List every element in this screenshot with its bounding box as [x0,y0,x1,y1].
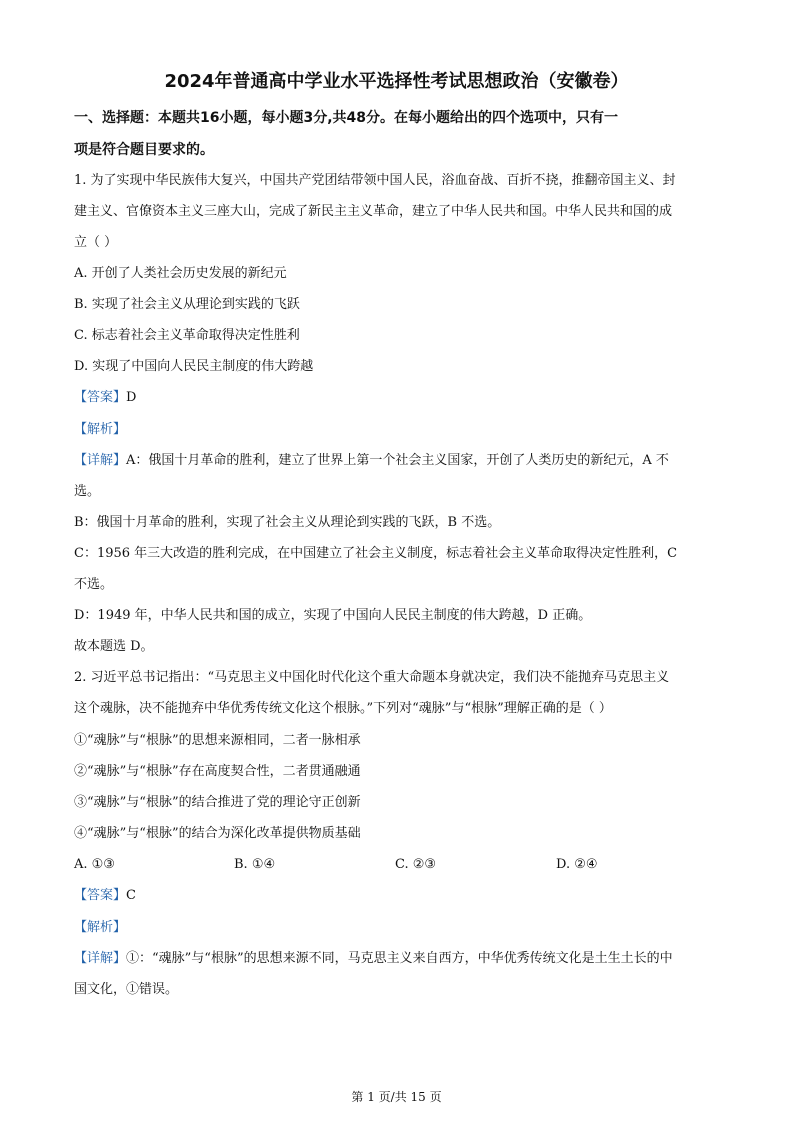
q2-statement-1: ①“魂脉”与“根脉”的思想来源相同，二者一脉相承 [74,733,361,748]
q2-answer [74,886,136,906]
q1-detail-line5: 不选。 [74,577,114,592]
section-heading-line2: 项是符合题目要求的。 [74,142,214,158]
q2-detail-line2: 国文化，①错误。 [74,982,179,997]
q1-option-a: A. 开创了人类社会历史发展的新纪元 [74,266,287,281]
detail-tag: 【详解】 [74,453,127,468]
q1-detail-line7: 故本题选 D。 [74,639,154,654]
q2-option-d: D. ②④ [556,857,598,872]
q2-statement-2: ②“魂脉”与“根脉”存在高度契合性，二者贯通融通 [74,764,361,779]
answer-value: D [126,390,137,405]
detail-text: A：俄国十月革命的胜利，建立了世界上第一个社会主义国家，开创了人类历史的新纪元，A 不 [126,453,669,468]
q1-stem-line3: 立（ ） [74,235,118,250]
q2-stem-line2: 这个魂脉，决不能抛弃中华优秀传统文化这个根脉。”下列对“魂脉”与“根脉”理解正确的是（ ） [74,701,612,716]
q1-option-b: B. 实现了社会主义从理论到实践的飞跃 [74,297,300,312]
q1-detail-line2: 选。 [74,484,101,499]
q1-option-d: D. 实现了中国向人民民主制度的伟大跨越 [74,359,314,374]
q1-detail-line4: C：1956 年三大改造的胜利完成，在中国建立了社会主义制度，标志着社会主义革命取得决定性胜利，C [74,546,678,561]
q2-option-b: B. ①④ [234,857,276,872]
q2-stem-line1: 2. 习近平总书记指出：“马克思主义中国化时代化这个重大命题本身就决定，我们决不能抛弃马克思主义 [74,670,670,685]
q1-detail-line1 [74,451,669,471]
q1-analysis-tag: 【解析】 [74,422,127,437]
page-title: 2024年普通高中学业水平选择性考试思想政治（安徽卷） [164,71,629,92]
page-footer: 第 1 页/共 15 页 [351,1090,442,1104]
q2-option-a: A. ①③ [74,857,115,872]
q1-detail-line6: D：1949 年，中华人民共和国的成立，实现了中国向人民民主制度的伟大跨越，D 正确。 [74,608,592,623]
q1-stem-line1: 1. 为了实现中华民族伟大复兴，中国共产党团结带领中国人民，浴血奋战、百折不挠，推翻帝国主义、封 [74,173,676,188]
answer-value: C [126,888,136,903]
q2-option-c: C. ②③ [395,857,437,872]
detail-tag: 【详解】 [74,951,127,966]
detail-text: ①：“魂脉”与“根脉”的思想来源不同，马克思主义来自西方，中华优秀传统文化是土生土长的中 [126,951,673,966]
q2-analysis-tag: 【解析】 [74,920,127,935]
q1-detail-line3: B：俄国十月革命的胜利，实现了社会主义从理论到实践的飞跃，B 不选。 [74,515,501,530]
q2-detail-line1 [74,949,673,969]
q1-answer [74,388,136,408]
section-heading-line1: 一、选择题：本题共16小题，每小题3分,共48分。在每小题给出的四个选项中，只有一 [74,110,619,126]
q1-option-c: C. 标志着社会主义革命取得决定性胜利 [74,328,300,343]
answer-tag: 【答案】 [74,390,127,405]
q1-stem-line2: 建主义、官僚资本主义三座大山，完成了新民主主义革命，建立了中华人民共和国。中华人民共和国的成 [74,204,673,219]
q2-statement-3: ③“魂脉”与“根脉”的结合推进了党的理论守正创新 [74,795,361,810]
q2-statement-4: ④“魂脉”与“根脉”的结合为深化改革提供物质基础 [74,826,361,841]
answer-tag: 【答案】 [74,888,127,903]
